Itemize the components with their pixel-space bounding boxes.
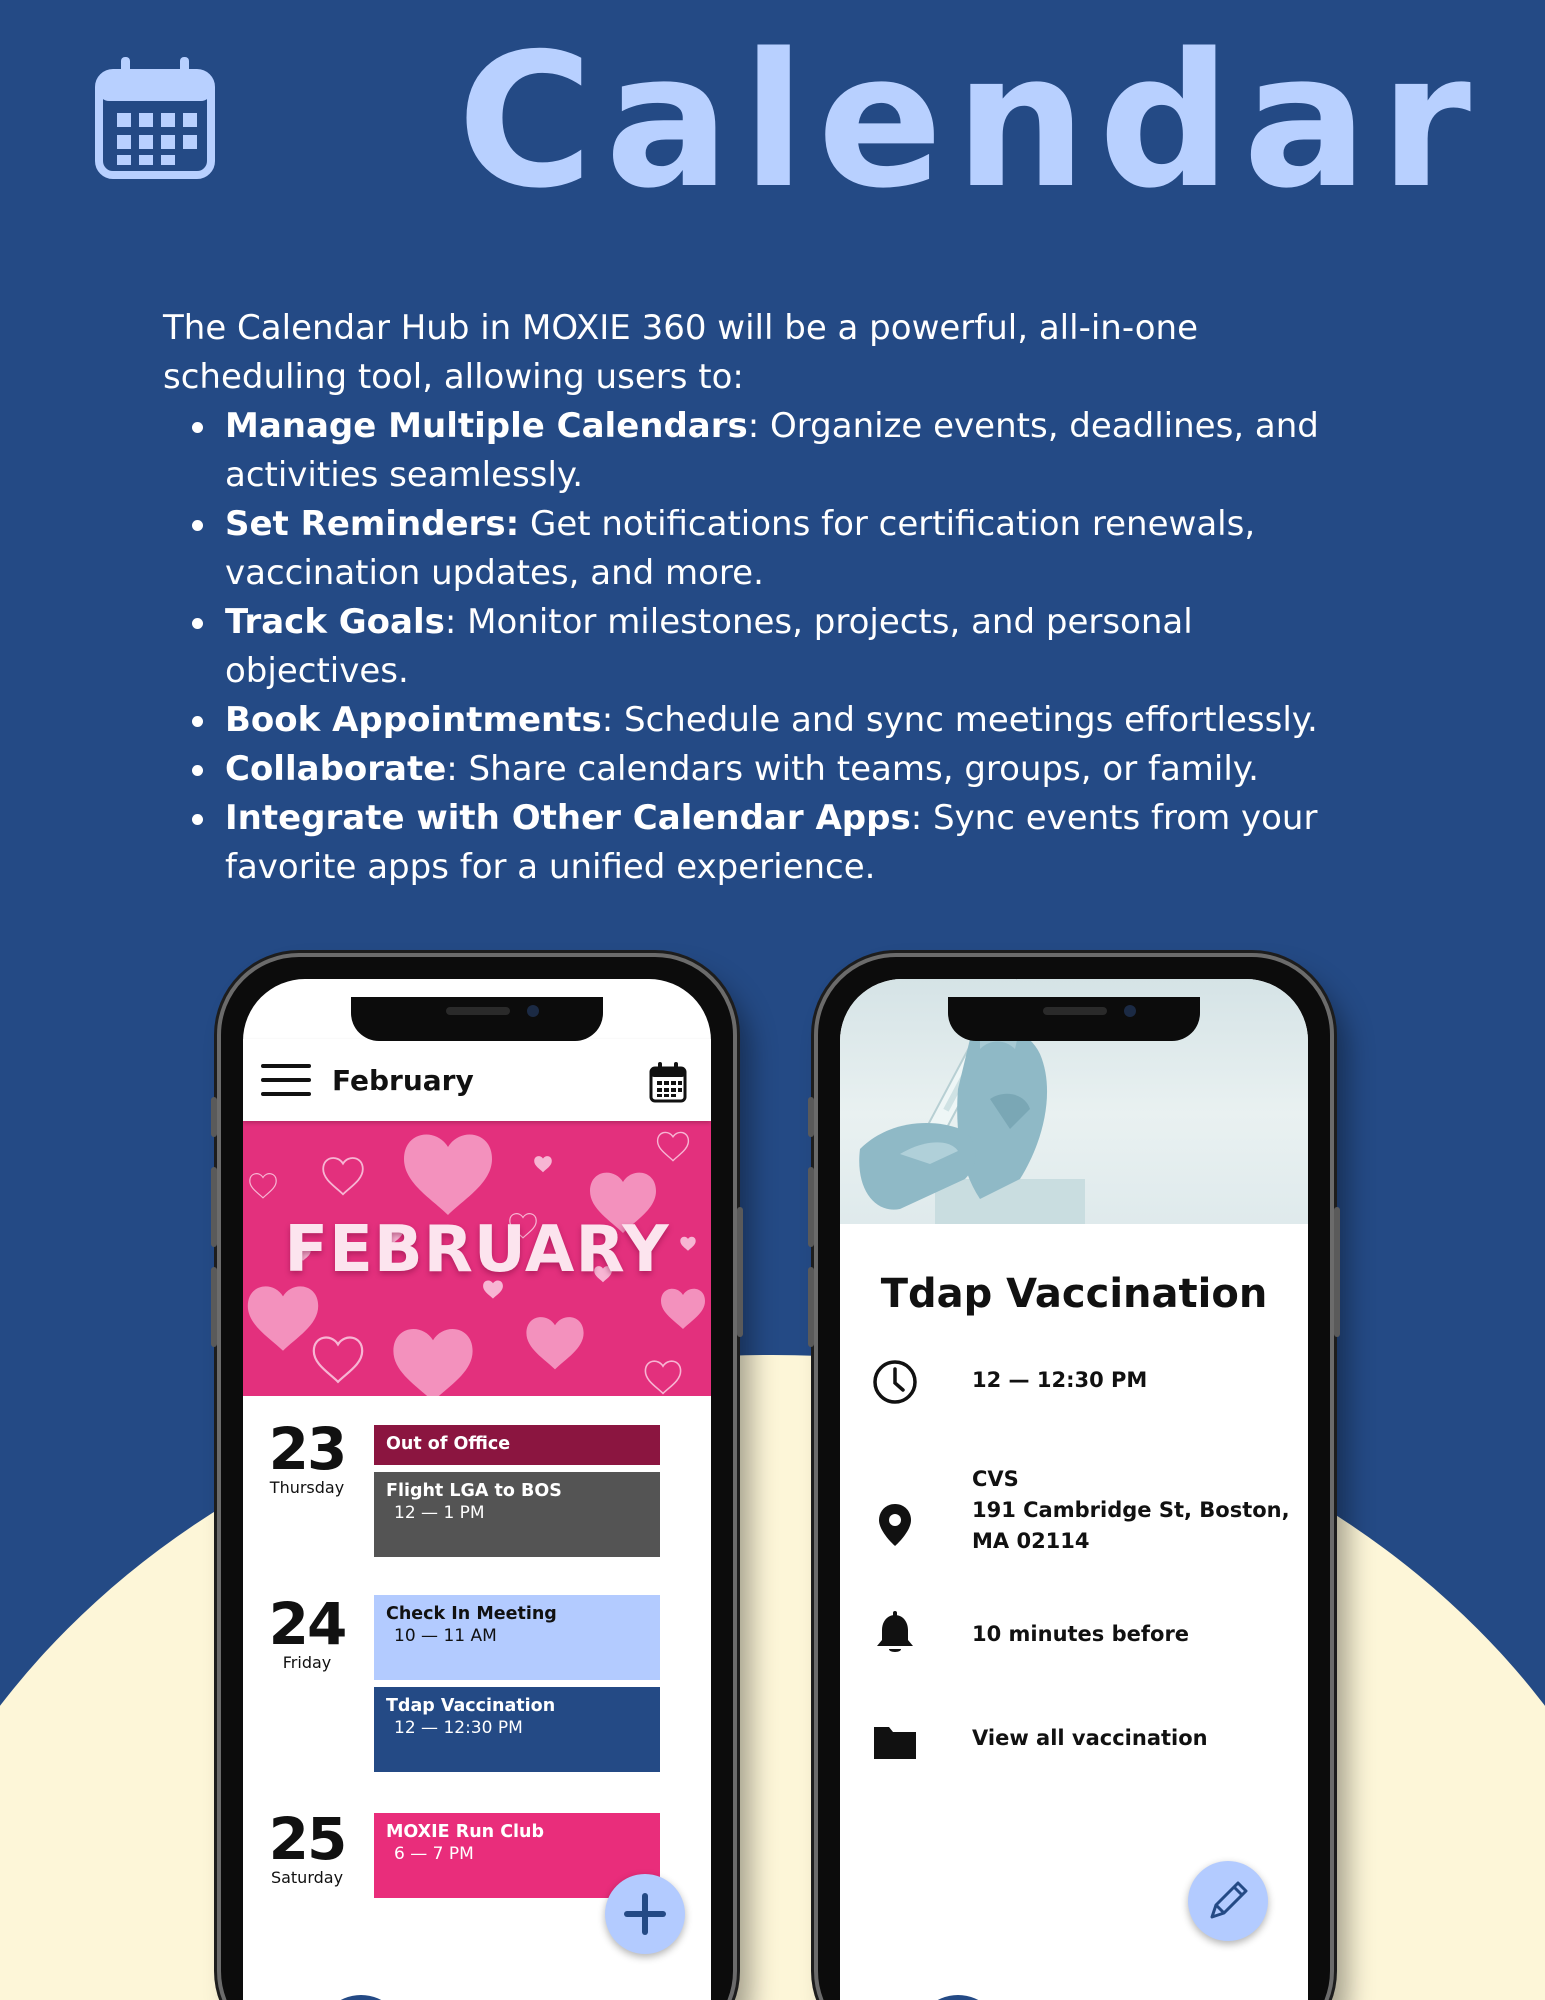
feature-item: Integrate with Other Calendar Apps: Sync events from your favorite apps for a unified experience. bbox=[225, 794, 1383, 892]
edit-event-button[interactable] bbox=[1188, 1861, 1268, 1941]
calendar-top-bar bbox=[243, 1039, 711, 1121]
hamburger-icon[interactable] bbox=[261, 1064, 311, 1098]
location-pin-icon bbox=[872, 1502, 918, 1548]
feature-list bbox=[163, 402, 1383, 892]
phone-side-button bbox=[808, 1167, 814, 1247]
day-label: 25 Saturday bbox=[268, 1805, 346, 1887]
event-check-in-meeting[interactable]: Check In Meeting 10 — 11 AM bbox=[374, 1595, 660, 1680]
phone-side-button bbox=[1334, 1207, 1340, 1337]
feature-item: Book Appointments: Schedule and sync meetings effortlessly. bbox=[225, 696, 1383, 745]
phone-event-detail-view bbox=[814, 953, 1334, 2000]
feature-item: Set Reminders: Get notifications for certification renewals, vaccination updates, and more. bbox=[225, 500, 1383, 598]
phone-calendar-view bbox=[217, 953, 737, 2000]
feature-item: Collaborate: Share calendars with teams, groups, or family. bbox=[225, 745, 1383, 794]
location-address-line2: MA 02114 bbox=[972, 1529, 1090, 1553]
location-address-line1: 191 Cambridge St, Boston, bbox=[972, 1498, 1290, 1522]
event-out-of-office[interactable]: Out of Office bbox=[374, 1425, 660, 1465]
page-title: Calendar bbox=[457, 13, 1483, 229]
banner-month-text: FEBRUARY bbox=[284, 1213, 670, 1287]
event-tdap-vaccination[interactable]: Tdap Vaccination 12 — 12:30 PM bbox=[374, 1687, 660, 1772]
day-label: 24 Friday bbox=[268, 1590, 346, 1672]
location-name: CVS bbox=[972, 1467, 1019, 1491]
add-event-button[interactable] bbox=[605, 1874, 685, 1954]
folder-icon bbox=[872, 1719, 918, 1765]
phone-side-button bbox=[808, 1097, 814, 1137]
month-title: February bbox=[332, 1064, 474, 1097]
phone-side-button bbox=[211, 1167, 217, 1247]
bell-icon bbox=[872, 1611, 918, 1657]
feature-item: Track Goals: Monitor milestones, projects, and personal objectives. bbox=[225, 598, 1383, 696]
phone-side-button bbox=[211, 1097, 217, 1137]
event-flight[interactable]: Flight LGA to BOS 12 — 1 PM bbox=[374, 1472, 660, 1557]
plus-icon bbox=[605, 1874, 685, 1954]
intro-text bbox=[163, 304, 1383, 892]
phone-notch bbox=[948, 997, 1200, 1041]
calendar-icon bbox=[95, 55, 215, 180]
month-banner bbox=[243, 1121, 711, 1396]
phone-side-button bbox=[808, 1267, 814, 1347]
clock-icon bbox=[872, 1359, 918, 1405]
phone-screen: Tdap Vaccination 12 — 12:30 PM CVS 191 Cambridge St, Boston, MA 02114 10 minutes before View all vaccination bbox=[840, 979, 1308, 2000]
phone-screen bbox=[243, 979, 711, 2000]
pencil-icon bbox=[1188, 1861, 1268, 1941]
phone-side-button bbox=[737, 1207, 743, 1337]
event-moxie-run-club[interactable]: MOXIE Run Club 6 — 7 PM bbox=[374, 1813, 660, 1898]
event-title: Tdap Vaccination bbox=[880, 1271, 1268, 1317]
home-indicator[interactable] bbox=[317, 1995, 405, 2000]
intro-lead: The Calendar Hub in MOXIE 360 will be a powerful, all-in-one scheduling tool, allowing users to: bbox=[163, 308, 1199, 397]
feature-item: Manage Multiple Calendars: Organize events, deadlines, and activities seamlessly. bbox=[225, 402, 1383, 500]
phone-notch bbox=[351, 997, 603, 1041]
day-label: 23 Thursday bbox=[268, 1415, 346, 1497]
phone-side-button bbox=[211, 1267, 217, 1347]
home-indicator[interactable] bbox=[914, 1995, 1002, 2000]
calendar-icon[interactable] bbox=[649, 1061, 687, 1103]
